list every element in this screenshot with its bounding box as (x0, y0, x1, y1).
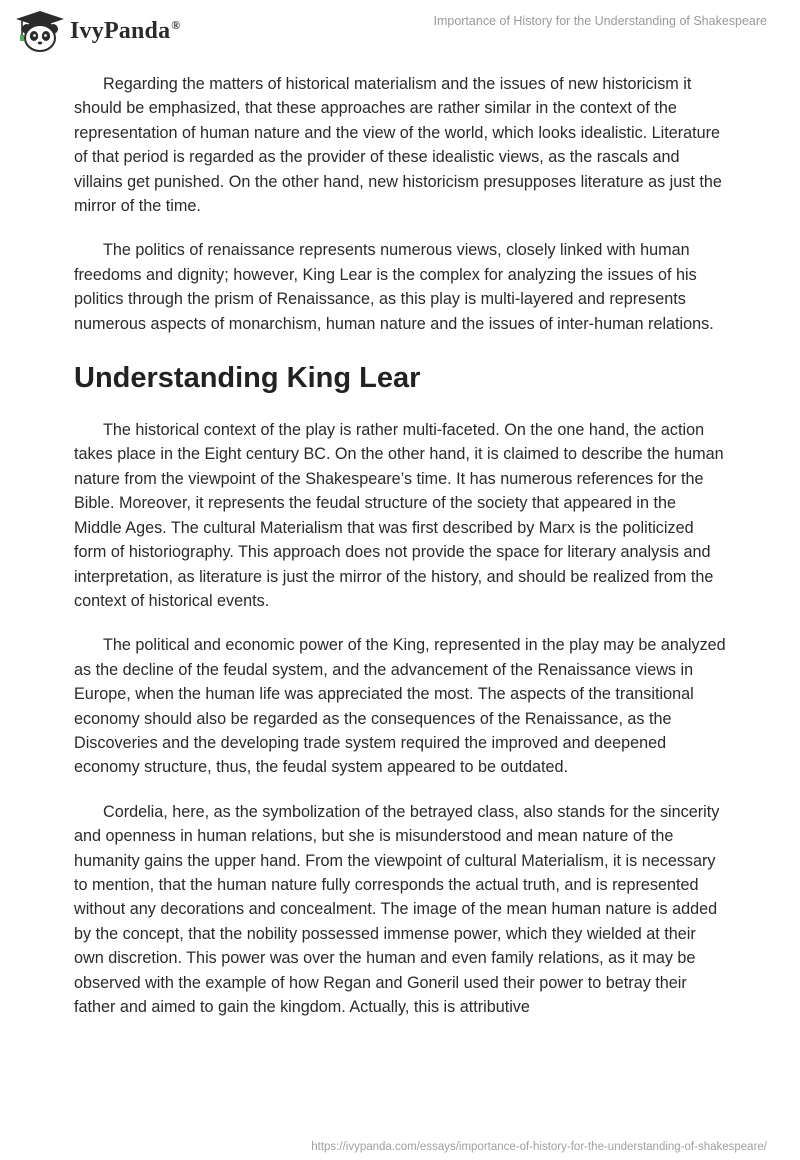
essay-body (74, 72, 726, 1039)
paragraph: The politics of renaissance represents numerous views, closely linked with human freedoms and dignity; however, King Lear is the complex for analyzing the issues of his politics through the prism of Renaissance, as this play is multi-layered and represents numerous aspects of monarchism, human nature and the issues of inter-human relations. (74, 241, 714, 333)
paragraph: The historical context of the play is rather multi-faceted. On the one hand, the action takes place in the Eight century BC. On the other hand, it is claimed to describe the human nature from the viewpoint of the Shakespeare’s time. It has numerous references for the Bible. Moreover, it represents the feudal structure of the society that appeared in the Middle Ages. The cultural Materialism that was first described by Marx is the politicized form of historiography. This approach does not provide the space for literary analysis and interpretation, as literature is just the mirror of the history, and should be realized from the context of historical events. (74, 421, 724, 610)
page-header (0, 0, 800, 60)
panda-graduate-icon (14, 9, 66, 53)
document-title: Importance of History for the Understanding of Shakespeare (433, 14, 767, 28)
paragraph: Cordelia, here, as the symbolization of the betrayed class, also stands for the sincerity and openness in human relations, but she is misunderstood and mean nature of the humanity gains the upper hand. From the viewpoint of cultural Materialism, it is necessary to mention, that the human nature fully corresponds the actual truth, and is represented without any decorations and concealment. The image of the mean human nature is added by the concept, that the nobility possessed immense power, which they wielded at their own discretion. This power was over the human and even family relations, as it may be observed with the example of how Regan and Goneril used their power to betray their father and aimed to gain the kingdom. Actually, this is attributive (74, 802, 720, 1016)
brand-logo[interactable] (14, 9, 180, 53)
source-url[interactable]: https://ivypanda.com/essays/importance-of-history-for-the-understanding-of-shakespeare/ (311, 1141, 767, 1153)
paragraph: Regarding the matters of historical materialism and the issues of new historicism it should be emphasized, that these approaches are rather similar in the context of the representation of human nature and the view of the world, which looks idealistic. Literature of that period is regarded as the provider of these idealistic views, as the rascals and villains get punished. On the other hand, new historicism presupposes literature as just the mirror of the time. (74, 75, 722, 216)
section-heading: Understanding King Lear (74, 362, 421, 395)
brand-name: IvyPanda® (70, 17, 181, 44)
paragraph: The political and economic power of the King, represented in the play may be analyzed as the decline of the feudal system, and the advancement of the Renaissance views in Europe, when the human life was appreciated the most. The aspects of the transitional economy should also be regarded as the consequences of the Renaissance, as the Discoveries and the developing trade system required the improved and deepened economy structure, thus, the feudal system appeared to be outdated. (74, 636, 726, 777)
